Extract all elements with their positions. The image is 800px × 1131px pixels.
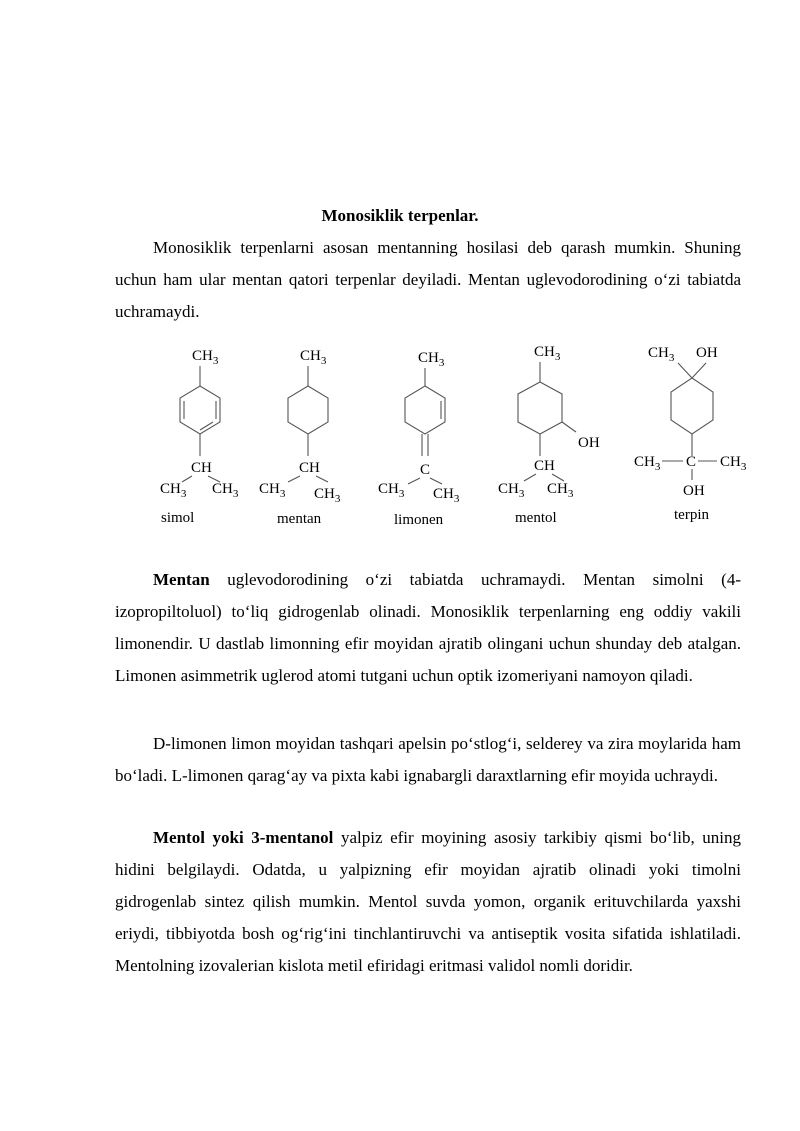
paragraph-intro: Monosiklik terpenlarni asosan mentanning hosilasi deb qarash mumkin. Shuning uchun ham ular mentan qatori terpenlar deyiladi. Mentan uglevodorodining o‘zi tabiatda uchramaydi. [115,238,741,321]
terpin-name: terpin [674,507,709,523]
simol-ch3-left: $CH_3$ [160,481,187,500]
limonen-c: C [420,462,431,478]
mentan-name: mentan [277,511,322,527]
terpene-structures-figure [140,330,760,535]
mentol-name: mentol [515,510,557,526]
simol-name: simol [161,510,195,526]
structure-limonen [378,350,460,528]
mentan-ch: CH [299,460,320,476]
structure-mentol [498,344,600,526]
mentan-ch3-right: $CH_3$ [314,486,341,505]
mentol-ch3-left: $CH_3$ [498,481,525,500]
terpin-oh-top: OH [696,345,718,361]
terpin-ch3-top: $CH_3$ [648,345,675,364]
mentol-ch: CH [534,458,555,474]
paragraph-limonen: D-limonen limon moyidan tashqari apelsin po‘stlog‘i, selderey va zira moylarida ham bo‘ladi. L-limonen qarag‘ay va pixta kabi ignabargli daraxtlarning efir moyida uchraydi. [115,734,741,785]
limonen-ch3-right: $CH_3$ [433,486,460,505]
structure-mentan [259,348,341,527]
mentol-oh: OH [578,435,600,451]
paragraph-mentol [115,822,741,982]
structure-simol [160,348,239,526]
limonen-name: limonen [394,512,444,528]
simol-ch: CH [191,460,212,476]
term-mentol: Mentol yoki 3-mentanol [153,828,334,847]
simol-ch3-right: $CH_3$ [212,481,239,500]
simol-ch3-top: $CH_3$ [192,348,219,367]
paragraph-mentan [115,564,741,692]
mentol-ch3-right: $CH_3$ [547,481,574,500]
terpin-c: C [686,454,697,470]
terpin-ch3-left: $CH_3$ [634,454,661,473]
mentol-ch3-top: $CH_3$ [534,344,561,363]
page-title: Monosiklik terpenlar. [321,206,479,225]
paragraph-mentol-text: yalpiz efir moyining asosiy tarkibiy qismi bo‘lib, uning hidini belgilaydi. Odatda, u yalpizning efir moyidan ajratib olinadi yoki timolni gidrogenlab sintez qilish mumkin. Mentol suvda yomon, organik erituvchilarda yaxshi eriydi, tibbiyotda bosh og‘rig‘ini tinchlantiruvchi va antiseptik vosita sifatida ishlatiladi. Mentolning izovalerian kislota metil efiridagi eritmasi validol nomli doridir. [115,828,741,975]
terpin-ch3-right: $CH_3$ [720,454,747,473]
mentan-ch3-top: $CH_3$ [300,348,327,367]
limonen-ch3-left: $CH_3$ [378,481,405,500]
paragraph-mentan-text: uglevodorodining o‘zi tabiatda uchramaydi. Mentan simolni (4-izopropiltoluol) to‘liq gidrogenlab olinadi. Monosiklik terpenlarning eng oddiy vakili limonendir. U dastlab limonning efir moyidan ajratib olingani uchun shunday deb atalgan. Limonen asimmetrik uglerod atomi tutgani uchun optik izomeriyani namoyon qiladi. [115,570,741,685]
terpin-oh-bottom: OH [683,483,705,499]
limonen-ch3-top: $CH_3$ [418,350,445,369]
term-mentan: Mentan [153,570,210,589]
structure-terpin [634,345,747,523]
mentan-ch3-left: $CH_3$ [259,481,286,500]
